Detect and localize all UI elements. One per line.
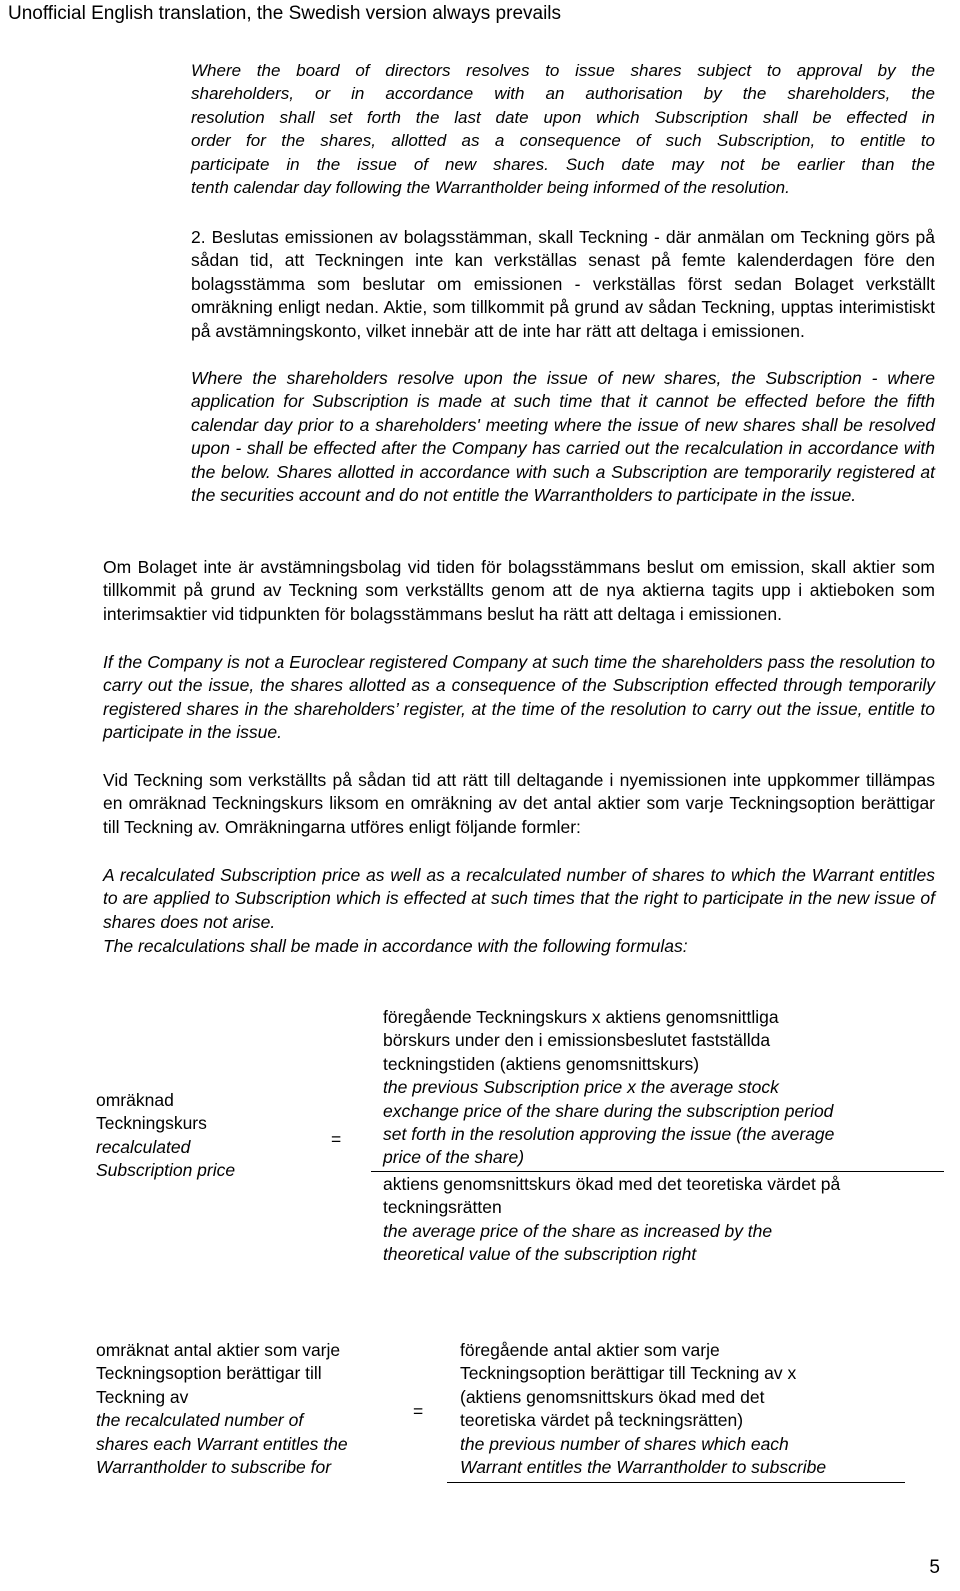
paragraph-4-english: A recalculated Subscription price as well as a recalculated number of shares to which the Warrant entitles to are applied to Subscription which is effected at such times that the right to participate in the new issue of shares does not arise. [103,865,935,932]
text-line: participate in the issue of new shares. Such date may not be earlier than the [191,154,935,174]
text-line: Teckning av [96,1386,189,1407]
paragraph-2-english: Where the shareholders resolve upon the issue of new shares, the Subscription - where application for Subscription is made at such time that it cannot be effected before the fifth calendar day prior to a shareholders' meeting where the issue of new shares shall be resolved upon - shall be effected after the Company has carried out the recalculation in accordance with the below. Shares allotted in accordance with such a Subscription are temporarily registered at the securities account and do not entitle the Warrantholders to participate in the issue. [191,368,935,506]
text-line: Subscription price [96,1160,236,1181]
text-line: the recalculated number of [96,1410,304,1431]
formula-1-equals-sign: = [331,1129,342,1149]
paragraph-4-english-formulas-intro: The recalculations shall be made in accordance with the following formulas: [103,936,688,956]
page-number: 5 [929,1557,940,1578]
text-line: Teckningsoption berättigar till [96,1363,322,1384]
paragraph-1-english [191,59,935,199]
formula-2-numerator [460,1339,826,1479]
text-line: föregående antal aktier som varje [460,1340,720,1360]
paragraph-4-swedish: Vid Teckning som verkställts på sådan tid att rätt till deltagande i nyemissionen inte uppkommer tillämpas en omräknad Teckningskurs liksom en omräkning av det antal aktier som varje Teckningsoption berättigar till Teckning av. Omräkningarna utföres enligt följande formler: [103,770,935,837]
text-line: aktiens genomsnittskurs ökad med det teoretiska värdet på [383,1174,841,1194]
text-line: tenth calendar day following the Warrantholder being informed of the resolution. [191,178,790,198]
text-line: resolution shall set forth the last date upon which Subscription shall be effected in [191,107,935,127]
fraction-bar [447,1482,905,1483]
formula-2-equals-sign: = [413,1401,424,1421]
text-line: the previous Subscription price x the average stock [383,1077,779,1098]
text-line: set forth in the resolution approving the issue (the average [383,1124,835,1145]
text-line: Warrantholder to subscribe for [96,1457,332,1478]
page-header: Unofficial English translation, the Swedish version always prevails [8,3,562,24]
text-line: teckningstiden (aktiens genomsnittskurs) [383,1053,700,1074]
text-line: teckningsrätten [383,1197,502,1218]
formula-1-denominator [383,1173,840,1267]
text-line: Where the board of directors resolves to issue shares subject to approval by the [191,61,935,80]
fraction-bar [371,1171,944,1172]
text-line: Teckningsoption berättigar till Teckning av x [460,1363,797,1384]
text-line: (aktiens genomsnittskurs ökad med det [460,1386,765,1407]
text-line: shares each Warrant entitles the [96,1433,348,1454]
text-line: recalculated [96,1136,191,1157]
text-line: omräknad [96,1090,174,1110]
paragraph-2-swedish: 2. Beslutas emissionen av bolagsstämman, skall Teckning - där anmälan om Teckning görs på sådan tid, att Teckningen inte kan verkställas senast på femte kalenderdagen före den bolagsstämma som beslutar om emissionen - verkställas först sedan Bolaget verkställt omräkning enligt nedan. Aktie, som tillkommit på grund av sådan Teckning, upptas interimistiskt på avstämningskonto, vilket innebär att de inte har rätt att deltaga i emissionen. [191,227,935,341]
text-line: the previous number of shares which each [460,1433,789,1454]
text-line: omräknat antal aktier som varje [96,1340,341,1360]
formula-1-numerator [383,1006,834,1170]
text-line: Teckningskurs [96,1113,207,1134]
text-line: theoretical value of the subscription right [383,1244,697,1265]
text-line: price of the share) [383,1147,525,1168]
text-line: föregående Teckningskurs x aktiens genomsnittliga [383,1007,779,1027]
formula-1-lhs [96,1089,235,1183]
text-line: börskurs under den i emissionsbeslutet fastställda [383,1030,771,1051]
text-line: order for the shares, allotted as a consequence of such Subscription, to entitle to [191,131,935,151]
text-line: Warrant entitles the Warrantholder to subscribe [460,1457,827,1478]
text-line: the average price of the share as increased by the [383,1220,773,1241]
text-line: teoretiska värdet på teckningsrätten) [460,1410,744,1431]
paragraph-3-swedish: Om Bolaget inte är avstämningsbolag vid tiden för bolagsstämmans beslut om emission, skall aktier som tillkommit på grund av Teckning som verkställts genom att de nya aktierna tagits upp i aktieboken som interimsaktier vid tidpunkten för bolagsstämmans beslut ha rätt att deltaga i emissionen. [103,557,935,624]
paragraph-3-english: If the Company is not a Euroclear registered Company at such time the shareholders pass the resolution to carry out the issue, the shares allotted as a consequence of the Subscription effected through temporarily registered shares in the shareholders’ register, at the time of the resolution to carry out the issue, entitle to participate in the issue. [103,652,935,743]
text-line: exchange price of the share during the subscription period [383,1100,834,1121]
text-line: shareholders, or in accordance with an authorisation by the shareholders, the [191,84,935,104]
formula-2-lhs [96,1339,348,1479]
